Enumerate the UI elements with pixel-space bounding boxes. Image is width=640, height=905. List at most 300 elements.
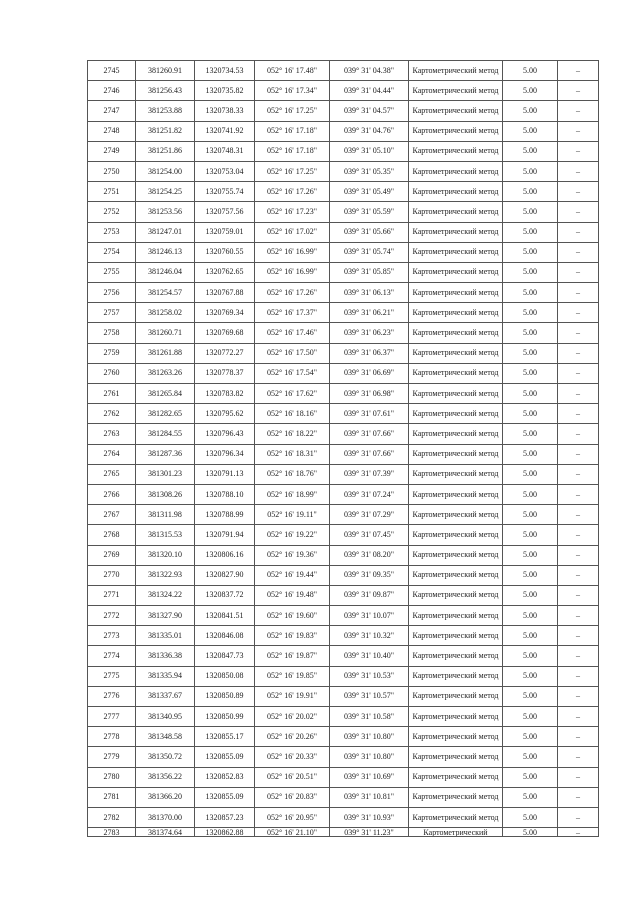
accuracy-cell: 5.00 (503, 626, 558, 646)
longitude-cell: 039° 31' 04.38" (330, 61, 409, 81)
longitude-cell: 039° 31' 09.87" (330, 585, 409, 605)
table-row (88, 343, 599, 363)
method-cell: Картометрический метод (409, 545, 503, 565)
point-number-cell: 2781 (88, 787, 136, 807)
table-row (88, 202, 599, 222)
x-coordinate-cell: 381251.86 (136, 141, 195, 161)
point-number-cell: 2755 (88, 262, 136, 282)
latitude-cell: 052° 16' 16.99" (255, 242, 330, 262)
point-number-cell: 2759 (88, 343, 136, 363)
table-row (88, 363, 599, 383)
accuracy-cell: 5.00 (503, 121, 558, 141)
point-number-cell: 2751 (88, 182, 136, 202)
longitude-cell: 039° 31' 07.45" (330, 525, 409, 545)
table-row (88, 303, 599, 323)
table-row (88, 464, 599, 484)
method-cell: Картометрический метод (409, 787, 503, 807)
table-row (88, 384, 599, 404)
y-coordinate-cell: 1320857.23 (195, 807, 255, 827)
table-row (88, 121, 599, 141)
latitude-cell: 052° 16' 17.26" (255, 182, 330, 202)
longitude-cell: 039° 31' 07.29" (330, 505, 409, 525)
table-row (88, 767, 599, 787)
accuracy-cell: 5.00 (503, 363, 558, 383)
note-cell: – (558, 828, 599, 837)
point-number-cell: 2756 (88, 283, 136, 303)
y-coordinate-cell: 1320862.88 (195, 828, 255, 837)
accuracy-cell: 5.00 (503, 707, 558, 727)
point-number-cell: 2766 (88, 484, 136, 504)
accuracy-cell: 5.00 (503, 747, 558, 767)
table-row (88, 707, 599, 727)
latitude-cell: 052° 16' 19.87" (255, 646, 330, 666)
x-coordinate-cell: 381324.22 (136, 585, 195, 605)
longitude-cell: 039° 31' 10.69" (330, 767, 409, 787)
note-cell: – (558, 585, 599, 605)
y-coordinate-cell: 1320759.01 (195, 222, 255, 242)
y-coordinate-cell: 1320796.43 (195, 424, 255, 444)
longitude-cell: 039° 31' 10.81" (330, 787, 409, 807)
point-number-cell: 2769 (88, 545, 136, 565)
method-cell: Картометрический метод (409, 444, 503, 464)
accuracy-cell: 5.00 (503, 525, 558, 545)
accuracy-cell: 5.00 (503, 283, 558, 303)
longitude-cell: 039° 31' 05.74" (330, 242, 409, 262)
point-number-cell: 2746 (88, 81, 136, 101)
x-coordinate-cell: 381246.13 (136, 242, 195, 262)
latitude-cell: 052° 16' 17.18" (255, 121, 330, 141)
latitude-cell: 052° 16' 17.50" (255, 343, 330, 363)
latitude-cell: 052° 16' 17.48" (255, 61, 330, 81)
note-cell: – (558, 727, 599, 747)
point-number-cell: 2754 (88, 242, 136, 262)
longitude-cell: 039° 31' 09.35" (330, 565, 409, 585)
table-row (88, 222, 599, 242)
note-cell: – (558, 202, 599, 222)
point-number-cell: 2776 (88, 686, 136, 706)
longitude-cell: 039° 31' 10.80" (330, 727, 409, 747)
point-number-cell: 2749 (88, 141, 136, 161)
note-cell: – (558, 484, 599, 504)
accuracy-cell: 5.00 (503, 464, 558, 484)
table-row (88, 81, 599, 101)
table-row (88, 626, 599, 646)
method-cell: Картометрический метод (409, 686, 503, 706)
y-coordinate-cell: 1320855.17 (195, 727, 255, 747)
longitude-cell: 039° 31' 10.58" (330, 707, 409, 727)
point-number-cell: 2758 (88, 323, 136, 343)
accuracy-cell: 5.00 (503, 646, 558, 666)
method-cell: Картометрический метод (409, 222, 503, 242)
latitude-cell: 052° 16' 19.91" (255, 686, 330, 706)
x-coordinate-cell: 381311.98 (136, 505, 195, 525)
y-coordinate-cell: 1320841.51 (195, 606, 255, 626)
note-cell: – (558, 807, 599, 827)
accuracy-cell: 5.00 (503, 767, 558, 787)
method-cell: Картометрический метод (409, 202, 503, 222)
x-coordinate-cell: 381284.55 (136, 424, 195, 444)
latitude-cell: 052° 16' 19.48" (255, 585, 330, 605)
table-row (88, 606, 599, 626)
latitude-cell: 052° 16' 17.34" (255, 81, 330, 101)
x-coordinate-cell: 381247.01 (136, 222, 195, 242)
note-cell: – (558, 363, 599, 383)
y-coordinate-cell: 1320837.72 (195, 585, 255, 605)
note-cell: – (558, 404, 599, 424)
method-cell: Картометрический метод (409, 101, 503, 121)
accuracy-cell: 5.00 (503, 686, 558, 706)
point-number-cell: 2752 (88, 202, 136, 222)
note-cell: – (558, 747, 599, 767)
note-cell: – (558, 283, 599, 303)
x-coordinate-cell: 381253.56 (136, 202, 195, 222)
latitude-cell: 052° 16' 18.31" (255, 444, 330, 464)
accuracy-cell: 5.00 (503, 202, 558, 222)
accuracy-cell: 5.00 (503, 585, 558, 605)
latitude-cell: 052° 16' 17.23" (255, 202, 330, 222)
accuracy-cell: 5.00 (503, 404, 558, 424)
y-coordinate-cell: 1320769.68 (195, 323, 255, 343)
latitude-cell: 052° 16' 17.26" (255, 283, 330, 303)
x-coordinate-cell: 381246.04 (136, 262, 195, 282)
table-row (88, 727, 599, 747)
x-coordinate-cell: 381374.64 (136, 828, 195, 837)
method-cell: Картометрический метод (409, 424, 503, 444)
point-number-cell: 2780 (88, 767, 136, 787)
longitude-cell: 039° 31' 11.23" (330, 828, 409, 837)
y-coordinate-cell: 1320855.09 (195, 747, 255, 767)
accuracy-cell: 5.00 (503, 565, 558, 585)
note-cell: – (558, 262, 599, 282)
table-row (88, 424, 599, 444)
latitude-cell: 052° 16' 18.16" (255, 404, 330, 424)
y-coordinate-cell: 1320846.08 (195, 626, 255, 646)
longitude-cell: 039° 31' 06.21" (330, 303, 409, 323)
point-number-cell: 2768 (88, 525, 136, 545)
table-row (88, 141, 599, 161)
method-cell: Картометрический метод (409, 727, 503, 747)
table-row (88, 323, 599, 343)
method-cell: Картометрический метод (409, 626, 503, 646)
table-row (88, 747, 599, 767)
accuracy-cell: 5.00 (503, 222, 558, 242)
latitude-cell: 052° 16' 19.44" (255, 565, 330, 585)
x-coordinate-cell: 381260.71 (136, 323, 195, 343)
accuracy-cell: 5.00 (503, 61, 558, 81)
latitude-cell: 052° 16' 19.11" (255, 505, 330, 525)
latitude-cell: 052° 16' 19.60" (255, 606, 330, 626)
note-cell: – (558, 182, 599, 202)
point-number-cell: 2760 (88, 363, 136, 383)
y-coordinate-cell: 1320753.04 (195, 161, 255, 181)
method-cell: Картометрический метод (409, 121, 503, 141)
y-coordinate-cell: 1320748.31 (195, 141, 255, 161)
note-cell: – (558, 686, 599, 706)
method-cell: Картометрический метод (409, 283, 503, 303)
latitude-cell: 052° 16' 20.83" (255, 787, 330, 807)
longitude-cell: 039° 31' 10.57" (330, 686, 409, 706)
accuracy-cell: 5.00 (503, 505, 558, 525)
y-coordinate-cell: 1320762.65 (195, 262, 255, 282)
note-cell: – (558, 565, 599, 585)
x-coordinate-cell: 381322.93 (136, 565, 195, 585)
table-row (88, 242, 599, 262)
longitude-cell: 039° 31' 10.53" (330, 666, 409, 686)
method-cell: Картометрический метод (409, 81, 503, 101)
longitude-cell: 039° 31' 04.44" (330, 81, 409, 101)
note-cell: – (558, 323, 599, 343)
x-coordinate-cell: 381340.95 (136, 707, 195, 727)
note-cell: – (558, 81, 599, 101)
y-coordinate-cell: 1320783.82 (195, 384, 255, 404)
table-row (88, 666, 599, 686)
latitude-cell: 052° 16' 20.51" (255, 767, 330, 787)
table-row (88, 686, 599, 706)
longitude-cell: 039° 31' 06.37" (330, 343, 409, 363)
y-coordinate-cell: 1320757.56 (195, 202, 255, 222)
latitude-cell: 052° 16' 17.25" (255, 101, 330, 121)
latitude-cell: 052° 16' 19.36" (255, 545, 330, 565)
y-coordinate-cell: 1320806.16 (195, 545, 255, 565)
table-row (88, 101, 599, 121)
note-cell: – (558, 141, 599, 161)
coordinates-table (87, 60, 599, 837)
longitude-cell: 039° 31' 10.93" (330, 807, 409, 827)
accuracy-cell: 5.00 (503, 606, 558, 626)
x-coordinate-cell: 381256.43 (136, 81, 195, 101)
accuracy-cell: 5.00 (503, 384, 558, 404)
accuracy-cell: 5.00 (503, 444, 558, 464)
point-number-cell: 2764 (88, 444, 136, 464)
y-coordinate-cell: 1320850.99 (195, 707, 255, 727)
method-cell: Картометрический метод (409, 767, 503, 787)
longitude-cell: 039° 31' 05.35" (330, 161, 409, 181)
y-coordinate-cell: 1320827.90 (195, 565, 255, 585)
point-number-cell: 2777 (88, 707, 136, 727)
x-coordinate-cell: 381327.90 (136, 606, 195, 626)
method-cell: Картометрический метод (409, 323, 503, 343)
y-coordinate-cell: 1320791.13 (195, 464, 255, 484)
latitude-cell: 052° 16' 16.99" (255, 262, 330, 282)
method-cell: Картометрический метод (409, 343, 503, 363)
x-coordinate-cell: 381337.67 (136, 686, 195, 706)
accuracy-cell: 5.00 (503, 182, 558, 202)
table-row (88, 61, 599, 81)
table-row (88, 565, 599, 585)
y-coordinate-cell: 1320778.37 (195, 363, 255, 383)
accuracy-cell: 5.00 (503, 828, 558, 837)
point-number-cell: 2763 (88, 424, 136, 444)
method-cell: Картометрический метод (409, 262, 503, 282)
x-coordinate-cell: 381301.23 (136, 464, 195, 484)
y-coordinate-cell: 1320734.53 (195, 61, 255, 81)
method-cell: Картометрический метод (409, 707, 503, 727)
x-coordinate-cell: 381261.88 (136, 343, 195, 363)
latitude-cell: 052° 16' 19.85" (255, 666, 330, 686)
note-cell: – (558, 666, 599, 686)
longitude-cell: 039° 31' 04.57" (330, 101, 409, 121)
method-cell: Картометрический метод (409, 141, 503, 161)
longitude-cell: 039° 31' 10.40" (330, 646, 409, 666)
latitude-cell: 052° 16' 20.95" (255, 807, 330, 827)
coordinates-table-page (87, 60, 598, 837)
latitude-cell: 052° 16' 17.37" (255, 303, 330, 323)
latitude-cell: 052° 16' 17.62" (255, 384, 330, 404)
accuracy-cell: 5.00 (503, 666, 558, 686)
latitude-cell: 052° 16' 19.83" (255, 626, 330, 646)
longitude-cell: 039° 31' 05.85" (330, 262, 409, 282)
note-cell: – (558, 707, 599, 727)
point-number-cell: 2753 (88, 222, 136, 242)
method-cell: Картометрический метод (409, 363, 503, 383)
latitude-cell: 052° 16' 21.10" (255, 828, 330, 837)
table-row (88, 262, 599, 282)
y-coordinate-cell: 1320760.55 (195, 242, 255, 262)
x-coordinate-cell: 381254.57 (136, 283, 195, 303)
note-cell: – (558, 303, 599, 323)
note-cell: – (558, 424, 599, 444)
y-coordinate-cell: 1320796.34 (195, 444, 255, 464)
note-cell: – (558, 242, 599, 262)
longitude-cell: 039° 31' 10.80" (330, 747, 409, 767)
table-row (88, 525, 599, 545)
y-coordinate-cell: 1320767.88 (195, 283, 255, 303)
y-coordinate-cell: 1320850.08 (195, 666, 255, 686)
latitude-cell: 052° 16' 17.25" (255, 161, 330, 181)
x-coordinate-cell: 381356.22 (136, 767, 195, 787)
accuracy-cell: 5.00 (503, 81, 558, 101)
point-number-cell: 2783 (88, 828, 136, 837)
accuracy-cell: 5.00 (503, 303, 558, 323)
note-cell: – (558, 464, 599, 484)
x-coordinate-cell: 381254.25 (136, 182, 195, 202)
method-cell: Картометрический метод (409, 464, 503, 484)
x-coordinate-cell: 381254.00 (136, 161, 195, 181)
method-cell: Картометрический метод (409, 525, 503, 545)
latitude-cell: 052° 16' 18.22" (255, 424, 330, 444)
longitude-cell: 039° 31' 05.59" (330, 202, 409, 222)
accuracy-cell: 5.00 (503, 323, 558, 343)
note-cell: – (558, 545, 599, 565)
x-coordinate-cell: 381335.94 (136, 666, 195, 686)
latitude-cell: 052° 16' 19.22" (255, 525, 330, 545)
point-number-cell: 2770 (88, 565, 136, 585)
y-coordinate-cell: 1320741.92 (195, 121, 255, 141)
table-row (88, 828, 599, 837)
method-cell: Картометрический метод (409, 606, 503, 626)
point-number-cell: 2747 (88, 101, 136, 121)
method-cell: Картометрический метод (409, 384, 503, 404)
table-row (88, 807, 599, 827)
x-coordinate-cell: 381263.26 (136, 363, 195, 383)
point-number-cell: 2779 (88, 747, 136, 767)
latitude-cell: 052° 16' 20.02" (255, 707, 330, 727)
latitude-cell: 052° 16' 17.46" (255, 323, 330, 343)
y-coordinate-cell: 1320769.34 (195, 303, 255, 323)
table-row (88, 161, 599, 181)
longitude-cell: 039° 31' 07.24" (330, 484, 409, 504)
x-coordinate-cell: 381265.84 (136, 384, 195, 404)
point-number-cell: 2773 (88, 626, 136, 646)
x-coordinate-cell: 381253.88 (136, 101, 195, 121)
longitude-cell: 039° 31' 10.07" (330, 606, 409, 626)
note-cell: – (558, 787, 599, 807)
table-row (88, 182, 599, 202)
accuracy-cell: 5.00 (503, 545, 558, 565)
accuracy-cell: 5.00 (503, 343, 558, 363)
method-cell: Картометрический метод (409, 303, 503, 323)
table-row (88, 283, 599, 303)
x-coordinate-cell: 381287.36 (136, 444, 195, 464)
method-cell: Картометрический метод (409, 404, 503, 424)
note-cell: – (558, 61, 599, 81)
longitude-cell: 039° 31' 07.39" (330, 464, 409, 484)
table-row (88, 787, 599, 807)
x-coordinate-cell: 381320.10 (136, 545, 195, 565)
table-row (88, 505, 599, 525)
longitude-cell: 039° 31' 05.10" (330, 141, 409, 161)
table-row (88, 444, 599, 464)
table-row (88, 484, 599, 504)
method-cell: Картометрический метод (409, 585, 503, 605)
note-cell: – (558, 505, 599, 525)
method-cell: Картометрический метод (409, 242, 503, 262)
method-cell: Картометрический метод (409, 747, 503, 767)
point-number-cell: 2778 (88, 727, 136, 747)
y-coordinate-cell: 1320852.83 (195, 767, 255, 787)
y-coordinate-cell: 1320738.33 (195, 101, 255, 121)
table-row (88, 646, 599, 666)
accuracy-cell: 5.00 (503, 484, 558, 504)
point-number-cell: 2772 (88, 606, 136, 626)
accuracy-cell: 5.00 (503, 727, 558, 747)
x-coordinate-cell: 381251.82 (136, 121, 195, 141)
method-cell: Картометрический метод (409, 807, 503, 827)
latitude-cell: 052° 16' 20.33" (255, 747, 330, 767)
longitude-cell: 039° 31' 04.76" (330, 121, 409, 141)
point-number-cell: 2761 (88, 384, 136, 404)
table-body (88, 61, 599, 837)
longitude-cell: 039° 31' 07.61" (330, 404, 409, 424)
accuracy-cell: 5.00 (503, 262, 558, 282)
x-coordinate-cell: 381370.00 (136, 807, 195, 827)
note-cell: – (558, 161, 599, 181)
accuracy-cell: 5.00 (503, 161, 558, 181)
longitude-cell: 039° 31' 05.66" (330, 222, 409, 242)
point-number-cell: 2782 (88, 807, 136, 827)
y-coordinate-cell: 1320735.82 (195, 81, 255, 101)
table-row (88, 545, 599, 565)
point-number-cell: 2765 (88, 464, 136, 484)
x-coordinate-cell: 381335.01 (136, 626, 195, 646)
longitude-cell: 039° 31' 06.13" (330, 283, 409, 303)
method-cell: Картометрический метод (409, 505, 503, 525)
x-coordinate-cell: 381260.91 (136, 61, 195, 81)
point-number-cell: 2774 (88, 646, 136, 666)
note-cell: – (558, 222, 599, 242)
longitude-cell: 039° 31' 10.32" (330, 626, 409, 646)
accuracy-cell: 5.00 (503, 242, 558, 262)
latitude-cell: 052° 16' 20.26" (255, 727, 330, 747)
y-coordinate-cell: 1320791.94 (195, 525, 255, 545)
y-coordinate-cell: 1320788.10 (195, 484, 255, 504)
method-cell: Картометрический метод (409, 666, 503, 686)
table-row (88, 404, 599, 424)
point-number-cell: 2748 (88, 121, 136, 141)
x-coordinate-cell: 381336.38 (136, 646, 195, 666)
longitude-cell: 039° 31' 07.66" (330, 444, 409, 464)
longitude-cell: 039° 31' 06.98" (330, 384, 409, 404)
